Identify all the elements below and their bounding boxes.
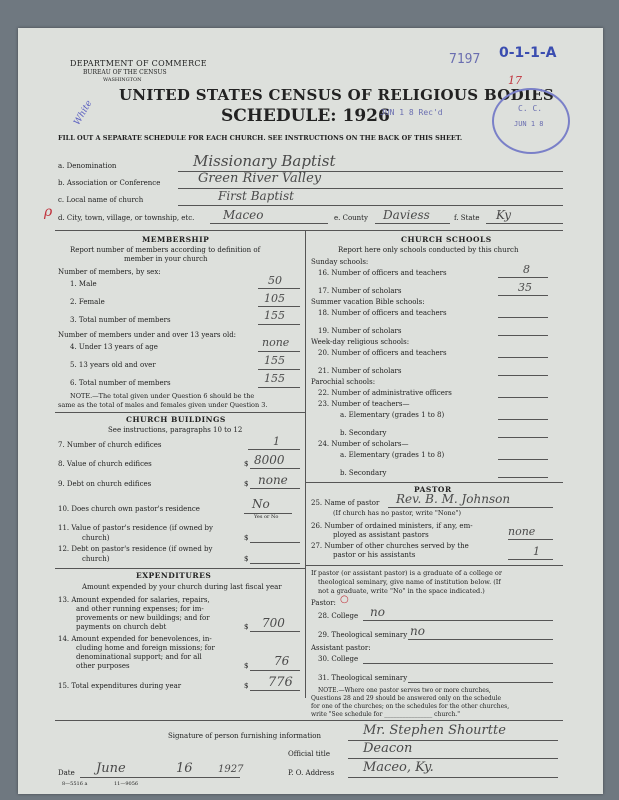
q16-line (498, 277, 548, 278)
association-label: b. Association or Conference (58, 179, 161, 187)
po-address-label: P. O. Address (288, 769, 335, 777)
date-year: 1927 (218, 764, 244, 775)
denomination-value: Missionary Baptist (193, 152, 336, 170)
q6-label: 6. Total number of members (70, 379, 171, 387)
q10-label: 10. Does church own pastor's residence (58, 505, 200, 513)
q14-label-2: cluding home and foreign missions; for (76, 644, 215, 652)
q8-dollar: $ (244, 460, 249, 468)
q13-value: 700 (262, 616, 285, 630)
q6-line (258, 387, 300, 388)
q12-label-2: church) (82, 555, 110, 563)
denomination-label: a. Denomination (58, 162, 117, 170)
q25-line (388, 507, 553, 508)
membership-note: NOTE.—The total given under Question 6 should be the (70, 392, 255, 400)
q25-value: Rev. B. M. Johnson (396, 492, 511, 506)
q9-dollar: $ (244, 480, 249, 488)
q24a-line (498, 459, 548, 460)
q26-line (508, 539, 553, 540)
association-value: Green River Valley (198, 171, 322, 186)
age-intro-label: Number of members under and over 13 years old: (58, 331, 237, 339)
pastor-subheading: Pastor: (311, 599, 336, 607)
q7-value: 1 (273, 435, 280, 448)
q19-label: 19. Number of scholars (318, 327, 402, 335)
bureau-name: BUREAU OF THE CENSUS (83, 69, 167, 76)
q14-label-3: denominational support; and for all (76, 653, 202, 661)
state-line (486, 223, 563, 224)
expenditures-divider (55, 568, 305, 569)
schools-intro: Report here only schools conducted by this church (338, 246, 519, 254)
q11-line (250, 542, 300, 543)
q15-value: 776 (268, 675, 293, 690)
local-name-line (178, 205, 563, 206)
po-address-value: Maceo, Ky. (363, 760, 434, 775)
q12-dollar: $ (244, 555, 249, 563)
footer-divider (55, 720, 563, 721)
q4-line (258, 351, 300, 352)
county-line (375, 223, 450, 224)
city-value: Maceo (223, 208, 264, 222)
membership-intro-2: member in your church (124, 255, 208, 263)
q12-label: 12. Debt on pastor's residence (if owned by (58, 545, 213, 553)
q29-value: no (410, 624, 425, 638)
q2-label: 2. Female (70, 298, 105, 306)
q14-label: 14. Amount expended for benevolences, in- (58, 635, 212, 643)
q27-value-1: none (508, 525, 536, 538)
q13-label-3: provements or new buildings; and for (76, 614, 210, 622)
po-address-line (348, 777, 558, 778)
q13-label-2: and other running expenses; for im- (76, 605, 204, 613)
q23a-line (498, 419, 548, 420)
top-divider (55, 230, 563, 231)
q9-label: 9. Debt on church edifices (58, 480, 152, 488)
graduate-note-3: not a graduate, write "No" in the space indicated.) (318, 587, 485, 595)
buildings-intro: See instructions, paragraphs 10 to 12 (108, 426, 243, 434)
q24b-label: b. Secondary (340, 469, 387, 477)
state-label: f. State (454, 214, 480, 222)
handwritten-white-note: White (72, 98, 95, 128)
red-check-mark: ρ (44, 204, 53, 220)
q23b-label: b. Secondary (340, 429, 387, 437)
pastor-note-2: Questions 28 and 29 should be answered only on the schedule (311, 695, 502, 702)
city-name: WASHINGTON (103, 77, 142, 83)
q13-line (250, 631, 300, 632)
q24b-line (498, 477, 548, 478)
q5-line (258, 369, 300, 370)
q29-label: 29. Theological seminary (318, 631, 408, 639)
column-divider (305, 230, 306, 698)
q11-dollar: $ (244, 534, 249, 542)
date-line (80, 777, 240, 778)
expenditures-intro: Amount expended by your church during last fiscal year (82, 583, 282, 591)
q8-line (250, 468, 300, 469)
q3-line (258, 324, 300, 325)
q10-hint: Yes or No (254, 514, 279, 520)
q14-line (250, 670, 300, 671)
q1-value: 50 (268, 274, 282, 287)
q25-hint: (If church has no pastor, write "None") (333, 509, 462, 517)
q20-label: 20. Number of officers and teachers (318, 349, 447, 357)
q24a-label: a. Elementary (grades 1 to 8) (340, 451, 445, 459)
q2-value: 105 (264, 292, 285, 305)
official-title-line (348, 758, 558, 759)
q3-value: 155 (264, 309, 285, 322)
q26-label: 26. Number of ordained ministers, if any, em- (311, 522, 473, 530)
q23-label: 23. Number of teachers— (318, 400, 410, 408)
q6-value: 155 (264, 372, 285, 385)
graduate-note-2: theological seminary, give name of institution below. (If (318, 578, 501, 586)
form-title: UNITED STATES CENSUS OF RELIGIOUS BODIES (119, 86, 555, 104)
state-value: Ky (496, 208, 511, 222)
q29-line (408, 639, 553, 640)
q30-label: 30. College (318, 655, 359, 663)
date-day: 16 (176, 761, 193, 776)
q22-label: 22. Number of administrative officers (318, 389, 452, 397)
q31-line (408, 682, 553, 683)
graduate-note: If pastor (or assistant pastor) is a graduate of a college or (311, 569, 502, 577)
county-label: e. County (334, 214, 368, 222)
q8-label: 8. Value of church edifices (58, 460, 152, 468)
q7-label: 7. Number of church edifices (58, 441, 162, 449)
pastor-heading: PASTOR (414, 485, 452, 494)
q31-label: 31. Theological seminary (318, 674, 408, 682)
parochial-schools-label: Parochial schools: (311, 378, 376, 386)
q7-line (248, 449, 300, 450)
q11-label-2: church) (82, 534, 110, 542)
local-name-value: First Baptist (218, 189, 294, 203)
file-code: 0-1-1-A (499, 45, 557, 61)
graduate-divider (305, 565, 563, 566)
q13-label-4: payments on church debt (76, 623, 167, 631)
q21-line (498, 375, 548, 376)
q27-label-2: pastor or his assistants (333, 551, 416, 559)
red-note: 17 (508, 74, 522, 87)
q21-label: 21. Number of scholars (318, 367, 402, 375)
q16-value: 8 (523, 263, 530, 276)
q4-value: none (262, 336, 290, 349)
city-line (210, 223, 328, 224)
city-label: d. City, town, village, or township, etc. (58, 214, 195, 222)
q9-line (250, 488, 300, 489)
q5-value: 155 (264, 354, 285, 367)
q17-line (498, 295, 548, 296)
q28-line (363, 620, 553, 621)
received-stamp: JUN 1 8 Rec'd (380, 108, 443, 117)
pastor-note: NOTE.—Where one pastor serves two or more churches, (318, 687, 491, 694)
pastor-divider (305, 482, 563, 483)
q24-label: 24. Number of scholars— (318, 440, 409, 448)
schools-heading: CHURCH SCHOOLS (401, 235, 492, 244)
membership-intro: Report number of members according to definition of (70, 246, 261, 254)
q15-line (250, 690, 300, 691)
cc-stamp-date: JUN 1 8 (514, 120, 544, 128)
form-code: 8—5516 a (62, 781, 88, 787)
pastor-note-3: for one of the churches; on the schedules for the other churches, (311, 703, 510, 710)
q8-value: 8000 (254, 453, 285, 467)
q15-label: 15. Total expenditures during year (58, 682, 182, 690)
census-schedule-form (18, 28, 603, 794)
q27-line (508, 559, 553, 560)
red-circle-mark: ○ (340, 594, 349, 605)
summer-schools-label: Summer vacation Bible schools: (311, 298, 425, 306)
weekday-schools-label: Week-day religious schools: (311, 338, 410, 346)
q3-label: 3. Total number of members (70, 316, 171, 324)
q18-line (498, 317, 548, 318)
stamp-number: 7197 (449, 52, 481, 67)
q15-dollar: $ (244, 682, 249, 690)
buildings-heading: CHURCH BUILDINGS (126, 415, 226, 424)
q12-line (250, 563, 300, 564)
q13-label: 13. Amount expended for salaries, repairs, (58, 596, 210, 604)
q13-dollar: $ (244, 623, 249, 631)
q17-value: 35 (518, 281, 532, 294)
date-label: Date (58, 769, 75, 777)
membership-note-2: same as the total of males and females given under Question 3. (58, 401, 268, 409)
schedule-title: SCHEDULE: 1926 (221, 106, 390, 126)
q27-label: 27. Number of other churches served by the (311, 542, 469, 550)
q22-line (498, 397, 548, 398)
department-name: DEPARTMENT OF COMMERCE (70, 59, 207, 68)
q23a-label: a. Elementary (grades 1 to 8) (340, 411, 445, 419)
cc-stamp (492, 88, 570, 154)
q2-line (258, 306, 300, 307)
q14-value: 76 (274, 654, 290, 668)
assistant-pastor-subheading: Assistant pastor: (311, 644, 371, 652)
q10-value: No (252, 497, 270, 511)
q1-line (258, 288, 300, 289)
pastor-note-4: write "See schedule for ________________ church." (311, 711, 460, 718)
q18-label: 18. Number of officers and teachers (318, 309, 447, 317)
q14-label-4: other purposes (76, 662, 130, 670)
county-value: Daviess (383, 208, 430, 222)
q23b-line (498, 437, 548, 438)
q27-value-2: 1 (533, 545, 540, 558)
q30-line (363, 663, 553, 664)
signature-label: Signature of person furnishing information (168, 732, 322, 740)
form-code-2: 11—9056 (114, 781, 139, 787)
q5-label: 5. 13 years old and over (70, 361, 156, 369)
sunday-schools-label: Sunday schools: (311, 258, 369, 266)
form-instructions: FILL OUT A SEPARATE SCHEDULE FOR EACH CHURCH. SEE INSTRUCTIONS ON THE BACK OF THIS SHEET. (58, 134, 463, 142)
q28-value: no (370, 605, 385, 619)
q1-label: 1. Male (70, 280, 97, 288)
q28-label: 28. College (318, 612, 359, 620)
q4-label: 4. Under 13 years of age (70, 343, 158, 351)
q16-label: 16. Number of officers and teachers (318, 269, 447, 277)
signature-value: Mr. Stephen Shourtte (363, 723, 506, 738)
expenditures-heading: EXPENDITURES (136, 571, 212, 580)
buildings-divider (55, 412, 305, 413)
by-sex-label: Number of members, by sex: (58, 268, 161, 276)
q9-value: none (258, 473, 288, 487)
official-title-label: Official title (288, 750, 330, 758)
official-title-value: Deacon (363, 741, 413, 756)
q26-label-2: ployed as assistant pastors (333, 531, 429, 539)
date-month: June (96, 761, 126, 776)
local-name-label: c. Local name of church (58, 196, 144, 204)
membership-heading: MEMBERSHIP (142, 235, 210, 244)
q14-dollar: $ (244, 662, 249, 670)
q11-label: 11. Value of pastor's residence (if owned by (58, 524, 213, 532)
q20-line (498, 357, 548, 358)
q17-label: 17. Number of scholars (318, 287, 402, 295)
cc-stamp-label: C. C. (518, 104, 543, 113)
q25-label: 25. Name of pastor (311, 499, 380, 507)
q19-line (498, 335, 548, 336)
